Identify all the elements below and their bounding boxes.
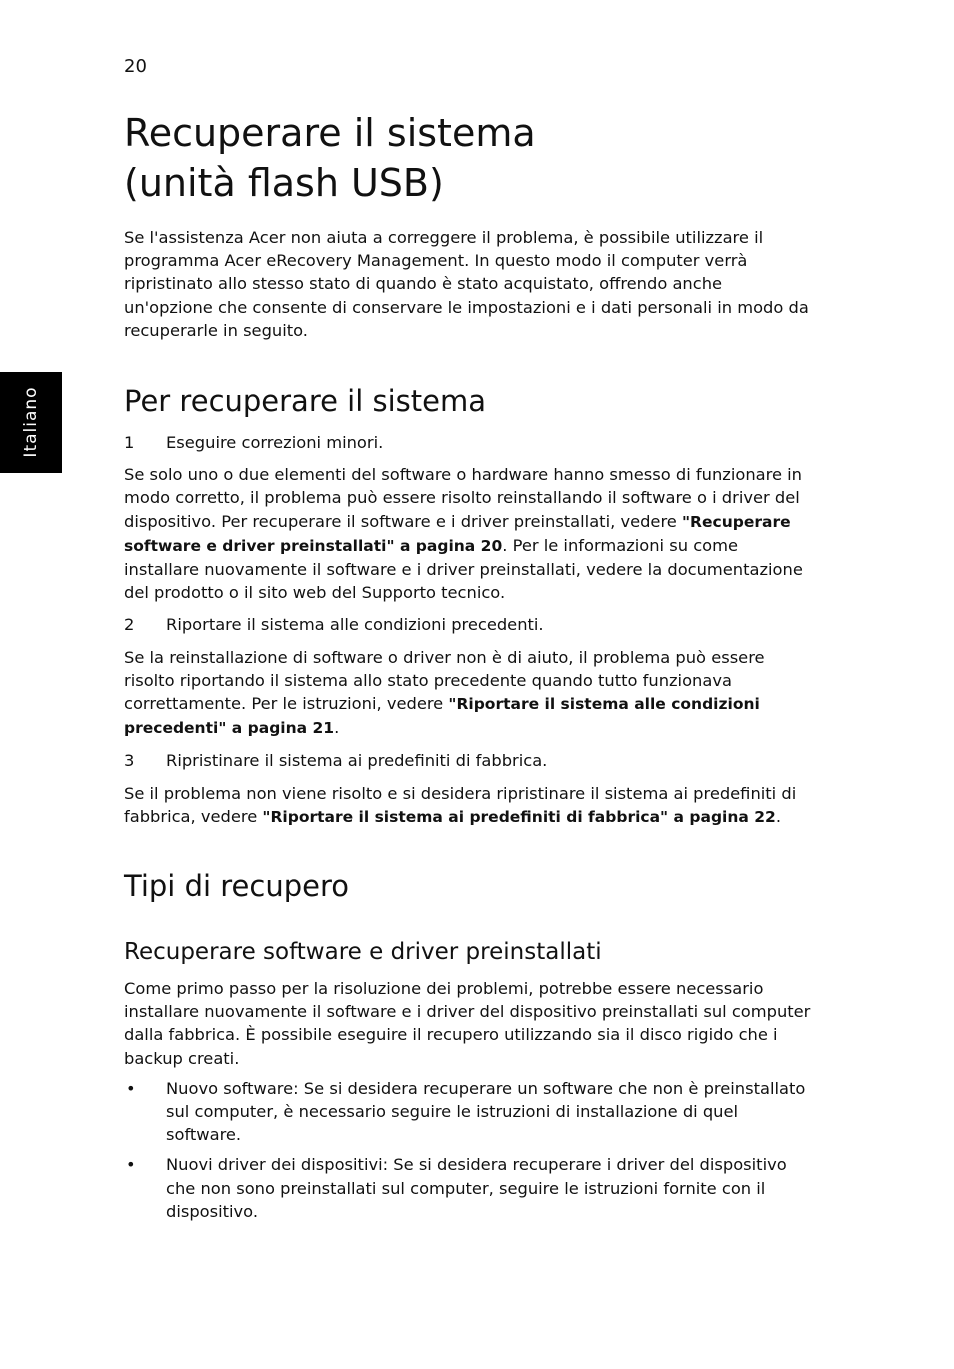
step-number: 3 <box>124 751 135 771</box>
step-paragraph-text: Se la reinstallazione di software o driver non è di aiuto, il problema può essere risolto riportando il sistema allo stato precedente quando tutto funzionava correttamente. Per le istruzioni, vedere <box>124 647 765 714</box>
step-item-1 <box>124 431 814 454</box>
cross-reference-link[interactable]: "Riportare il sistema ai predefiniti di fabbrica" a pagina 22 <box>262 807 776 826</box>
step-paragraph-text: Se solo uno o due elementi del software o hardware hanno smesso di funzionare in modo corretto, il problema può essere risolto reinstallando il software o i driver del dispositivo. Per recuperare il software e i driver preinstallati, vedere <box>124 465 802 531</box>
cross-reference-link[interactable]: "Recuperare software e driver preinstallati" a pagina 20 <box>124 512 791 555</box>
page-title-line-1: Recuperare il sistema <box>124 111 536 155</box>
subsection-heading: Recuperare software e driver preinstallati <box>124 939 602 966</box>
cross-reference-link[interactable]: "Riportare il sistema alle condizioni precedenti" a pagina 21 <box>124 695 760 738</box>
types-paragraph: Come primo passo per la risoluzione dei problemi, potrebbe essere necessario installare nuovamente il software e i driver del dispositivo preinstallati sul computer dalla fabbrica. È possibile eseguire il recupero utilizzando sia il disco rigido che i backup creati. <box>124 979 811 1068</box>
language-side-tab-label: Italiano <box>21 386 41 458</box>
step-paragraph-1 <box>124 463 814 604</box>
page-title-line-2: (unità flash USB) <box>124 161 444 205</box>
step-paragraph-2 <box>124 646 814 741</box>
section-heading-recover: Per recuperare il sistema <box>124 384 487 419</box>
step-label: Ripristinare il sistema ai predefiniti di fabbrica. <box>166 751 548 771</box>
step-number: 1 <box>124 433 135 453</box>
page-content <box>124 108 814 1223</box>
step-paragraph-text: . Per le informazioni su come installare nuovamente il software e i driver preinstallati, vedere la documentazione del prodotto o il sito web del Supporto tecnico. <box>124 535 803 603</box>
bullet-marker: • <box>126 1155 136 1175</box>
bullet-item-2 <box>124 1153 814 1223</box>
bullet-marker: • <box>126 1078 136 1098</box>
section-heading-types: Tipi di recupero <box>124 869 349 904</box>
step-label: Eseguire correzioni minori. <box>166 433 384 453</box>
step-item-2 <box>124 613 814 636</box>
language-side-tab <box>0 372 62 473</box>
page-title <box>124 108 814 208</box>
bullet-text: Nuovo software: Se si desidera recuperare un software che non è preinstallato sul computer, è necessario seguire le istruzioni di installazione di quel software. <box>166 1078 806 1145</box>
intro-paragraph: Se l'assistenza Acer non aiuta a correggere il problema, è possibile utilizzare il programma Acer eRecovery Management. In questo modo il computer verrà ripristinato allo stesso stato di quando è stato acquistato, offrendo anche un'opzione che consente di conservare le impostazioni e i dati personali in modo da recuperarle in seguito. <box>124 228 809 340</box>
step-paragraph-text: . <box>775 806 781 826</box>
step-paragraph-3 <box>124 782 814 829</box>
step-paragraph-text: Se il problema non viene risolto e si desidera ripristinare il sistema ai predefiniti di fabbrica, vedere <box>124 783 797 826</box>
bullet-text: Nuovi driver dei dispositivi: Se si desidera recuperare i driver del dispositivo che non sono preinstallati sul computer, seguire le istruzioni fornite con il dispositivo. <box>166 1155 787 1221</box>
bullet-item-1 <box>124 1077 814 1147</box>
page-number: 20 <box>124 56 147 77</box>
step-paragraph-text: . <box>334 718 340 738</box>
step-number: 2 <box>124 615 135 635</box>
step-label: Riportare il sistema alle condizioni precedenti. <box>166 615 544 635</box>
step-item-3 <box>124 749 814 772</box>
